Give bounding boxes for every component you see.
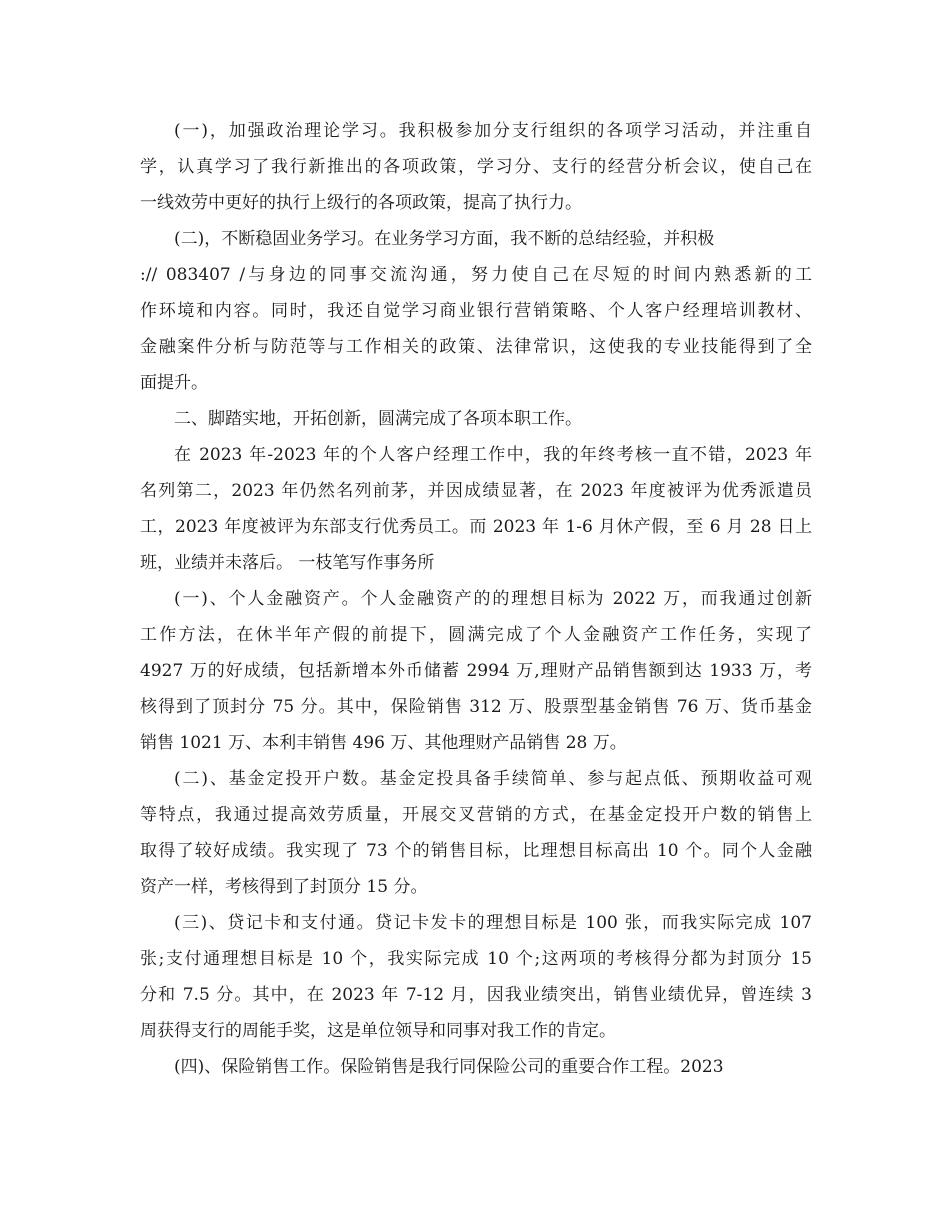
paragraph-2-line-4: 金融案件分析与防范等与工作相关的政策、法律常识，这使我的专业技能得到了全: [140, 337, 812, 357]
paragraph-5-line-2: 工作方法，在休半年产假的前提下，圆满完成了个人金融资产工作任务，实现了: [140, 625, 812, 645]
paragraph-2-line-3: 作环境和内容。同时，我还自觉学习商业银行营销策略、个人客户经理培训教材、: [140, 301, 812, 321]
paragraph-7-line-2: 张;支付通理想目标是 10 个，我实际完成 10 个;这两项的考核得分都为封顶分 15: [140, 949, 812, 969]
paragraph-6-line-1: (二)、基金定投开户数。基金定投具备手续简单、参与起点低、预期收益可观: [174, 769, 812, 789]
paragraph-2-line-5: 面提升。: [140, 373, 208, 393]
paragraph-1-line-3: 一线效劳中更好的执行上级行的各项政策，提高了执行力。: [140, 193, 582, 213]
paragraph-8-line-1: (四)、保险销售工作。保险销售是我行同保险公司的重要合作工程。2023: [174, 1057, 724, 1077]
paragraph-4-line-1: 在 2023 年-2023 年的个人客户经理工作中，我的年终考核一直不错，2023 年: [174, 445, 812, 465]
paragraph-4-line-2: 名列第二，2023 年仍然名列前茅，并因成绩显著，在 2023 年度被评为优秀派遣员: [140, 481, 812, 501]
paragraph-1-line-2: 学，认真学习了我行新推出的各项政策，学习分、支行的经营分析会议，使自己在: [140, 157, 812, 177]
paragraph-4-line-3: 工，2023 年度被评为东部支行优秀员工。而 2023 年 1-6 月休产假，至 6 月 28 日上: [140, 517, 812, 537]
paragraph-7-line-4: 周获得支行的周能手奖，这是单位领导和同事对我工作的肯定。: [140, 1021, 616, 1041]
paragraph-7-line-3: 分和 7.5 分。其中，在 2023 年 7-12 月，因我业绩突出，销售业绩优异，曾连续 3: [140, 985, 812, 1005]
document-body: [140, 113, 812, 1085]
paragraph-6-line-4: 资产一样，考核得到了封顶分 15 分。: [140, 877, 428, 897]
paragraph-5-line-3: 4927 万的好成绩，包括新增本外币储蓄 2994 万,理财产品销售额到达 1933 万，考: [140, 661, 812, 681]
paragraph-4-line-4: 班，业绩并未落后。 一枝笔写作事务所: [140, 553, 435, 573]
paragraph-7-line-1: (三)、贷记卡和支付通。贷记卡发卡的理想目标是 100 张，而我实际完成 107: [174, 913, 812, 933]
paragraph-5-line-1: (一)、个人金融资产。个人金融资产的的理想目标为 2022 万，而我通过创新: [174, 589, 812, 609]
paragraph-1-line-1: (一)，加强政治理论学习。我积极参加分支行组织的各项学习活动，并注重自: [174, 121, 812, 141]
paragraph-5-line-4: 核得到了顶封分 75 分。其中，保险销售 312 万、股票型基金销售 76 万、货币基金: [140, 697, 812, 717]
paragraph-5-line-5: 销售 1021 万、本利丰销售 496 万、其他理财产品销售 28 万。: [140, 733, 627, 753]
paragraph-6-line-3: 取得了较好成绩。我实现了 73 个的销售目标，比理想目标高出 10 个。同个人金融: [140, 841, 812, 861]
paragraph-6-line-2: 等特点，我通过提高效劳质量，开展交叉营销的方式，在基金定投开户数的销售上: [140, 805, 812, 825]
paragraph-2-line-1: (二)，不断稳固业务学习。在业务学习方面，我不断的总结经验，并积极: [174, 229, 715, 249]
section-heading-2: 二、脚踏实地，开拓创新，圆满完成了各项本职工作。: [174, 409, 582, 429]
paragraph-2-line-2: :// 083407 /与身边的同事交流沟通，努力使自己在尽短的时间内熟悉新的工: [140, 265, 812, 285]
